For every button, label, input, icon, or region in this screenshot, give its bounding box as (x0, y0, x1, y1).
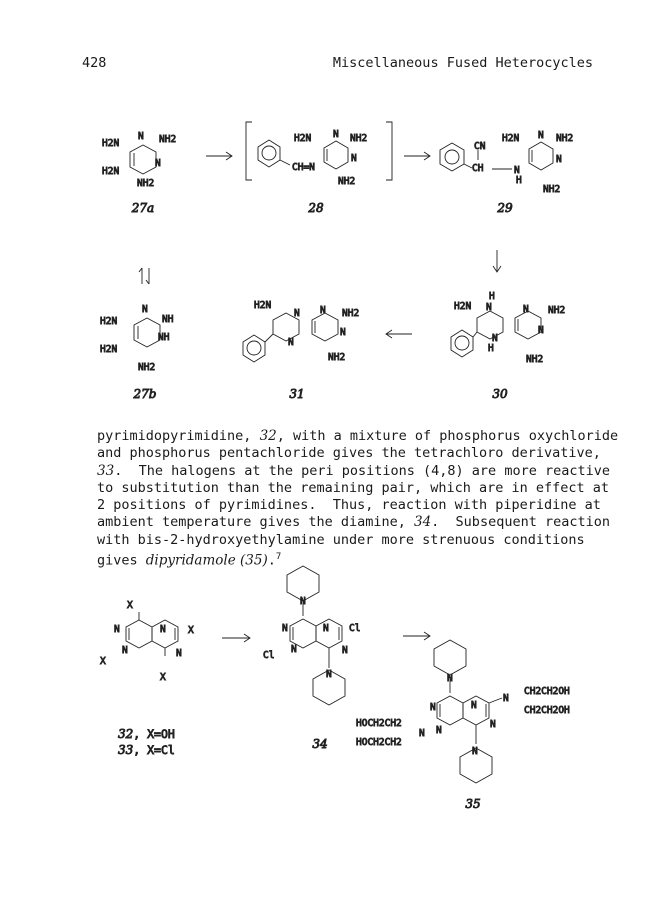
atom-35-2: N (471, 700, 477, 711)
para-line-1: pyrimidopyrimidine, 32, with a mixture of phosphorus oxychloride (97, 428, 619, 444)
label-31: 31 (289, 387, 305, 401)
atom-27a-4: H2N (102, 166, 120, 177)
atom-30-6: N (538, 325, 544, 336)
compound-32-33 (100, 600, 194, 757)
atom-35-10: N (490, 719, 496, 730)
atom-30-7: H (488, 343, 494, 354)
label-28: 28 (308, 201, 324, 215)
caption-32: 32, X=OH (118, 727, 175, 741)
atom-34-0: N (300, 596, 306, 607)
atom-27b-5: NH2 (138, 362, 156, 373)
compound-34 (263, 566, 360, 751)
atom-29-8: NH2 (543, 184, 561, 195)
label-27b: 27b (133, 387, 157, 401)
atom-27b-4: H2N (100, 344, 118, 355)
atom-31-5: N (340, 327, 346, 338)
atom-34-4: Cl (263, 650, 275, 661)
atom-27b-0: H2N (100, 316, 118, 327)
para-line-8: gives dipyridamole (35).$^7$ (97, 552, 282, 569)
atom-34-3: Cl (349, 623, 361, 634)
para-line-4: to substitution than the remaining pair, which are in effect at (97, 479, 610, 496)
atom-32-1: N (114, 624, 120, 635)
atom-31-4: N (288, 337, 294, 348)
atom-29-4: NH2 (556, 133, 574, 144)
atom-30-4: NH2 (548, 305, 566, 316)
compound-31 (243, 300, 359, 401)
atom-32-7: X (160, 672, 166, 683)
atom-28-3: N (351, 153, 357, 164)
atom-35-9: N (436, 725, 442, 736)
atom-27b-3: NH (158, 332, 170, 343)
compound-29 (440, 130, 573, 215)
atom-35-8: N (419, 728, 425, 739)
atom-35-3: N (503, 693, 509, 704)
label-35: 35 (465, 797, 481, 811)
label-29: 29 (497, 201, 513, 215)
atom-35-11: N (472, 746, 478, 757)
label-34: 34 (312, 737, 328, 751)
atom-27a-1: N (138, 131, 144, 142)
atom-27a-2: NH2 (159, 134, 177, 145)
atom-32-0: X (127, 600, 133, 611)
compound-30 (451, 291, 565, 401)
atom-31-6: NH2 (328, 352, 346, 363)
atom-34-5: N (291, 644, 297, 655)
atom-29-3: N (538, 130, 544, 141)
atom-31-1: N (294, 308, 300, 319)
atom-29-7: H (516, 175, 522, 186)
atom-35-1: N (430, 702, 436, 713)
atom-30-2: N (486, 302, 492, 313)
atom-28-1: N (333, 129, 339, 140)
atom-27b-2: NH (162, 314, 174, 325)
atom-28-2: NH2 (350, 133, 368, 144)
para-line-6: ambient temperature gives the diamine, 34. Subsequent reaction (97, 514, 610, 531)
atom-35-7: HOCH2CH2 (356, 737, 402, 748)
atom-34-1: N (282, 623, 288, 634)
atom-32-6: N (176, 648, 182, 659)
label-27a: 27a (131, 201, 155, 215)
atom-29-1: CH (472, 163, 484, 174)
atom-29-0: CN (474, 141, 486, 152)
compound-27b (100, 304, 174, 401)
atom-27a-3: N (155, 158, 161, 169)
atom-28-0: H2N (294, 133, 312, 144)
atom-28-4: CH=N (292, 162, 315, 173)
para-line-2: and phosphorus pentachloride gives the tetrachloro derivative, (97, 445, 601, 462)
compound-27a (102, 131, 176, 215)
footnote-ref: 7 (275, 552, 282, 563)
atom-32-3: X (188, 625, 194, 636)
atom-32-4: X (100, 656, 106, 667)
body-paragraph (97, 428, 619, 570)
atom-35-0: N (447, 673, 453, 684)
atom-27b-1: N (142, 304, 148, 315)
atom-34-6: N (342, 645, 348, 656)
atom-30-1: H2N (454, 301, 472, 312)
atom-35-5: CH2CH2OH (524, 705, 570, 716)
atom-30-8: NH2 (526, 354, 544, 365)
atom-27a-0: H2N (102, 138, 120, 149)
atom-35-4: CH2CH2OH (524, 686, 570, 697)
label-30: 30 (492, 387, 508, 401)
atom-34-2: N (323, 623, 329, 634)
atom-29-5: N (556, 154, 562, 165)
atom-30-5: N (492, 333, 498, 344)
compound-35 (356, 640, 570, 811)
atom-28-5: NH2 (338, 176, 356, 187)
atom-29-2: H2N (502, 133, 520, 144)
atom-27a-5: NH2 (137, 178, 155, 189)
atom-31-2: N (320, 305, 326, 316)
atom-35-6: HOCH2CH2 (356, 718, 402, 729)
atom-30-3: N (523, 304, 529, 315)
atom-29-6: N (514, 165, 520, 176)
running-head: Miscellaneous Fused Heterocycles (332, 55, 593, 71)
para-line-7: with bis-2-hydroxyethylamine under more strenuous conditions (97, 531, 585, 548)
page-number: 428 (82, 55, 107, 71)
atom-34-7: N (326, 669, 332, 680)
compound-28 (246, 122, 392, 215)
atom-32-2: N (160, 624, 166, 635)
atom-31-3: NH2 (342, 308, 360, 319)
para-line-5: 2 positions of pyrimidines. Thus, reaction with piperidine at (97, 497, 601, 514)
para-line-3: 33. The halogens at the peri positions (4,8) are more reactive (97, 462, 610, 479)
atom-31-0: H2N (254, 300, 272, 311)
atom-30-0: H (489, 291, 495, 302)
caption-33: 33, X=Cl (118, 743, 175, 757)
atom-32-5: N (122, 645, 128, 656)
